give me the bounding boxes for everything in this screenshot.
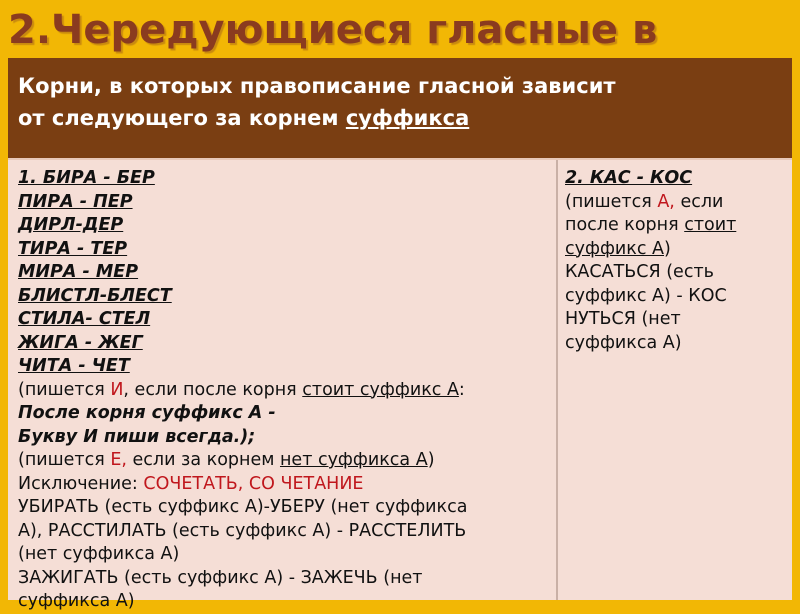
- slide-title: 2.Чередующиеся гласные в: [8, 7, 658, 53]
- rule-e-mid: если за корнем: [126, 450, 280, 470]
- rule-a-line-1: [565, 191, 788, 215]
- root-pair: ДИРЛ-ДЕР: [18, 215, 124, 235]
- rule-a-line-3-underlined: суффикс А: [565, 238, 665, 259]
- example-line: (нет суффикса А): [18, 544, 180, 564]
- rule-a-line-2-text: после корня: [565, 215, 685, 235]
- rule-a-line-2: [565, 214, 788, 238]
- rules-table: [8, 58, 792, 611]
- table-header: [8, 58, 792, 160]
- header-text: [18, 70, 788, 134]
- rule-a-prefix: (пишется: [565, 191, 658, 212]
- rule-i-suffix: :: [458, 379, 465, 400]
- header-underlined-word: суффикса: [345, 106, 470, 130]
- mnemonic-line-1: После корня суффикс А -: [18, 403, 276, 423]
- exception-line: [18, 473, 552, 497]
- right-column: [558, 160, 792, 600]
- root-pair: 1. БИРА - БЕР: [18, 168, 155, 188]
- rule-a-line-3-suffix: ): [664, 238, 671, 259]
- rule-i-prefix: (пишется: [18, 379, 111, 400]
- rule-i-mid: , если после корня: [123, 379, 303, 400]
- header-line-2: [18, 102, 788, 134]
- rule-a-line-3: [565, 238, 788, 262]
- example-line: УБИРАТЬ (есть суффикс А)-УБЕРУ (нет суффикса: [18, 497, 468, 517]
- rule-i: [18, 379, 552, 403]
- exception-value: СОЧЕТАТЬ, СО ЧЕТАНИЕ: [143, 473, 364, 494]
- rule-e-prefix: (пишется: [18, 450, 111, 470]
- root-pair: ЧИТА - ЧЕТ: [18, 356, 130, 376]
- header-line-1: Корни, в которых правописание гласной зависит: [18, 74, 616, 98]
- rule-e: [18, 449, 552, 473]
- rule-e-suffix: ): [427, 450, 435, 470]
- rule-i-underlined: стоит суффикс А: [302, 379, 459, 400]
- root-pair: СТИЛА- СТЕЛ: [18, 309, 151, 329]
- example-line: суффикс А) - КОС: [565, 285, 727, 306]
- rule-a-letter: А,: [657, 191, 675, 212]
- root-pair: БЛИСТЛ-БЛЕСТ: [18, 285, 172, 306]
- rule-e-letter: Е,: [110, 450, 127, 470]
- root-pair: 2. КАС - КОС: [565, 168, 693, 188]
- header-line-2-prefix: от следующего за корнем: [18, 106, 346, 130]
- example-line: ЗАЖИГАТЬ (есть суффикс А) - ЗАЖЕЧЬ (нет: [18, 567, 423, 588]
- example-line: НУТЬСЯ (нет: [565, 309, 681, 329]
- mnemonic-line-2: Букву И пиши всегда.);: [18, 426, 256, 447]
- exception-label: Исключение:: [18, 473, 144, 494]
- example-line: суффикса А): [18, 591, 135, 611]
- left-column: [8, 160, 558, 611]
- example-line: А), РАССТИЛАТЬ (есть суффикс А) - РАССТЕЛИТЬ: [18, 520, 467, 541]
- example-line: суффикса А): [565, 332, 682, 353]
- rule-a-line-2-underlined: стоит: [684, 215, 737, 235]
- rule-i-letter: И: [110, 379, 124, 400]
- rule-a-mid: если: [674, 191, 724, 212]
- root-pair: ЖИГА - ЖЕГ: [18, 332, 143, 353]
- rule-e-underlined: нет суффикса А: [279, 450, 428, 470]
- root-pair: ТИРА - ТЕР: [18, 238, 128, 259]
- root-pair: МИРА - МЕР: [18, 262, 139, 282]
- example-line: КАСАТЬСЯ (есть: [565, 262, 714, 282]
- root-pair: ПИРА - ПЕР: [18, 191, 133, 212]
